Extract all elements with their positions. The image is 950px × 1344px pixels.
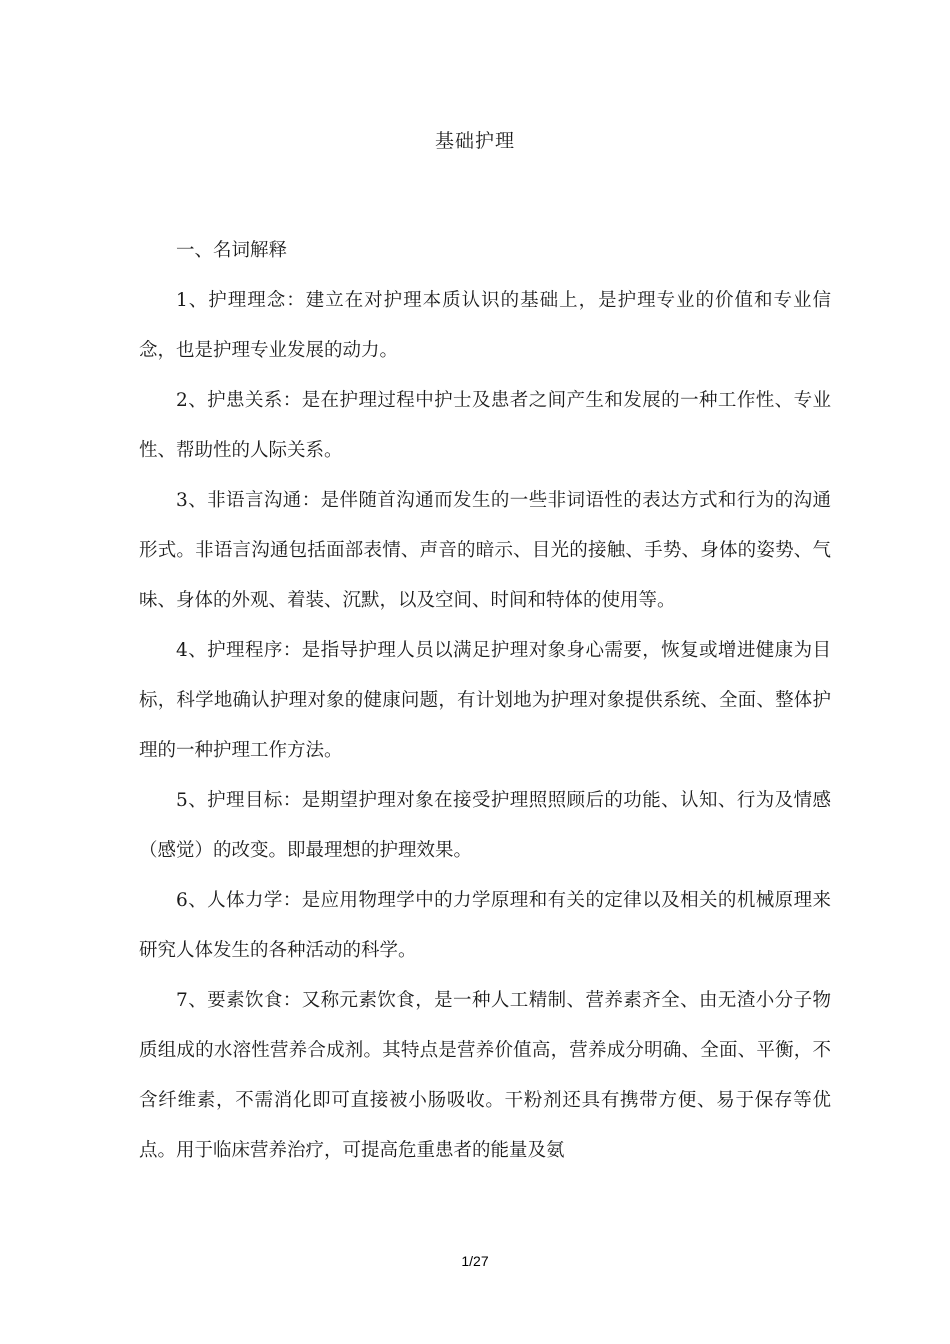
definition-entry-4: 4、护理程序：是指导护理人员以满足护理对象身心需要，恢复或增进健康为目标，科学地确认护理对象的健康问题，有计划地为护理对象提供系统、全面、整体护理的一种护理工作方法。 <box>139 640 831 761</box>
document-body <box>139 226 831 1176</box>
page-number: 1/27 <box>461 1253 489 1269</box>
definition-entry-1: 1、护理理念：建立在对护理本质认识的基础上，是护理专业的价值和专业信念，也是护理专业发展的动力。 <box>139 290 831 361</box>
definition-entry-7: 7、要素饮食：又称元素饮食，是一种人工精制、营养素齐全、由无渣小分子物质组成的水溶性营养合成剂。其特点是营养价值高，营养成分明确、全面、平衡，不含纤维素，不需消化即可直接被小肠吸收。干粉剂还具有携带方便、易于保存等优点。用于临床营养治疗，可提高危重患者的能量及氨 <box>139 990 831 1161</box>
definition-entry-6: 6、人体力学：是应用物理学中的力学原理和有关的定律以及相关的机械原理来研究人体发生的各种活动的科学。 <box>139 890 831 961</box>
definition-entry-3: 3、非语言沟通：是伴随首沟通而发生的一些非词语性的表达方式和行为的沟通形式。非语言沟通包括面部表情、声音的暗示、目光的接触、手势、身体的姿势、气味、身体的外观、着装、沉默，以及空间、时间和特体的使用等。 <box>139 490 831 611</box>
definition-entry-5: 5、护理目标：是期望护理对象在接受护理照照顾后的功能、认知、行为及情感（感觉）的改变。即最理想的护理效果。 <box>139 790 831 861</box>
definition-entry-2: 2、护患关系：是在护理过程中护士及患者之间产生和发展的一种工作性、专业性、帮助性的人际关系。 <box>139 390 831 461</box>
section-heading: 一、名词解释 <box>176 240 288 261</box>
document-title: 基础护理 <box>434 130 515 152</box>
